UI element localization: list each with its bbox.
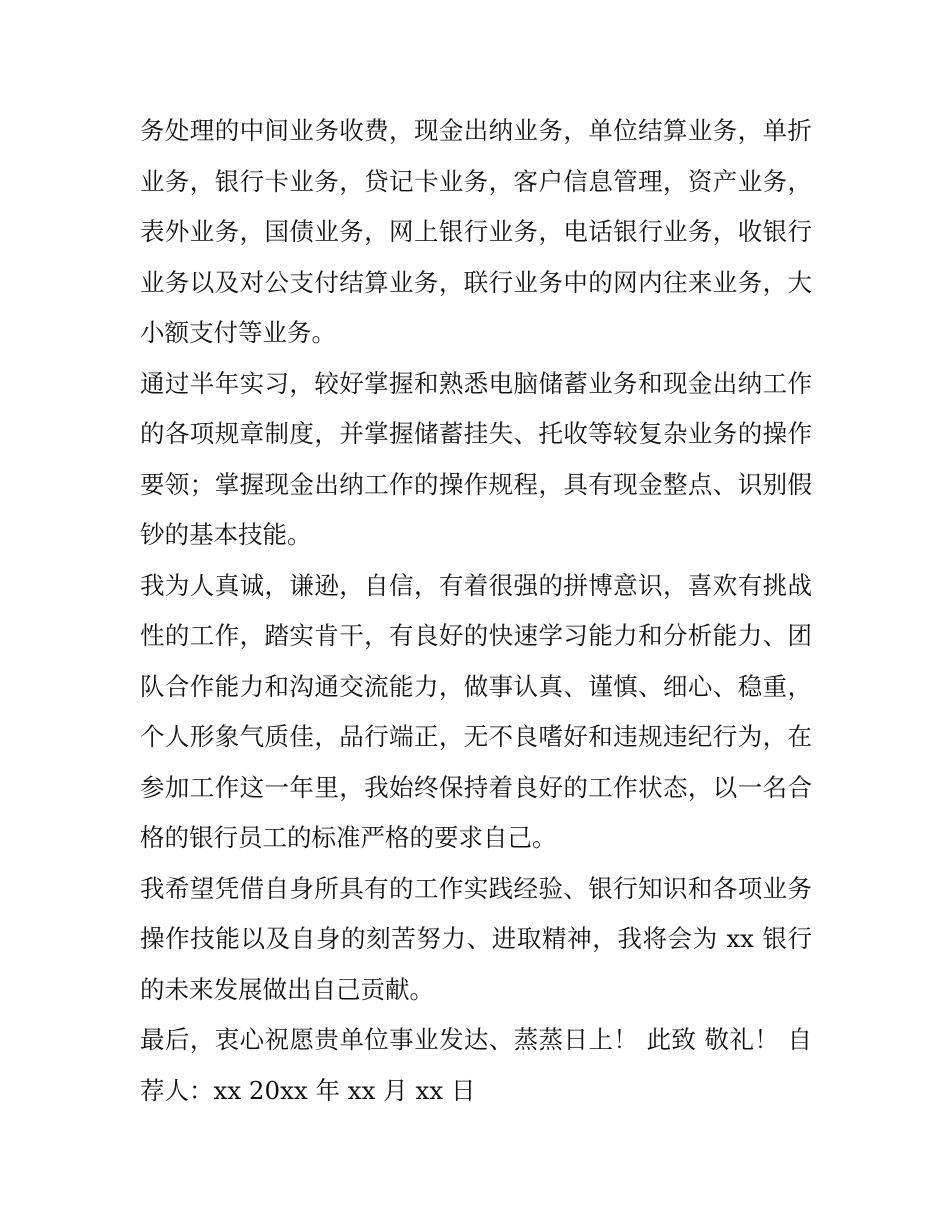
paragraph-business-scope: 务处理的中间业务收费，现金出纳业务，单位结算业务，单折业务，银行卡业务，贷记卡业务，客户信息管理，资产业务，表外业务，国债业务，网上银行业务，电话银行业务，收银行业务以及对公支付结算业务，联行业务中的网内往来业务，大小额支付等业务。 <box>140 116 812 347</box>
paragraph-aspiration: 我希望凭借自身所具有的工作实践经验、银行知识和各项业务操作技能以及自身的刻苦努力、进取精神，我将会为 xx 银行的未来发展做出自己贡献。 <box>140 873 812 1004</box>
paragraph-closing: 最后，衷心祝愿贵单位事业发达、蒸蒸日上！ 此致 敬礼！ 自荐人：xx 20xx 年 xx 月 xx 日 <box>140 1025 812 1105</box>
document-body <box>140 106 812 1116</box>
paragraph-internship: 通过半年实习，较好掌握和熟悉电脑储蓄业务和现金出纳工作的各项规章制度，并掌握储蓄挂失、托收等较复杂业务的操作要领；掌握现金出纳工作的操作规程，具有现金整点、识别假钞的基本技能。 <box>140 368 812 549</box>
paragraph-personal-qualities: 我为人真诚，谦逊，自信，有着很强的拼博意识，喜欢有挑战性的工作，踏实肯干，有良好的快速学习能力和分析能力、团队合作能力和沟通交流能力，做事认真、谨慎、细心、稳重，个人形象气质佳，品行端正，无不良嗜好和违规违纪行为，在参加工作这一年里，我始终保持着良好的工作状态，以一名合格的银行员工的标准严格的要求自己。 <box>140 570 812 852</box>
